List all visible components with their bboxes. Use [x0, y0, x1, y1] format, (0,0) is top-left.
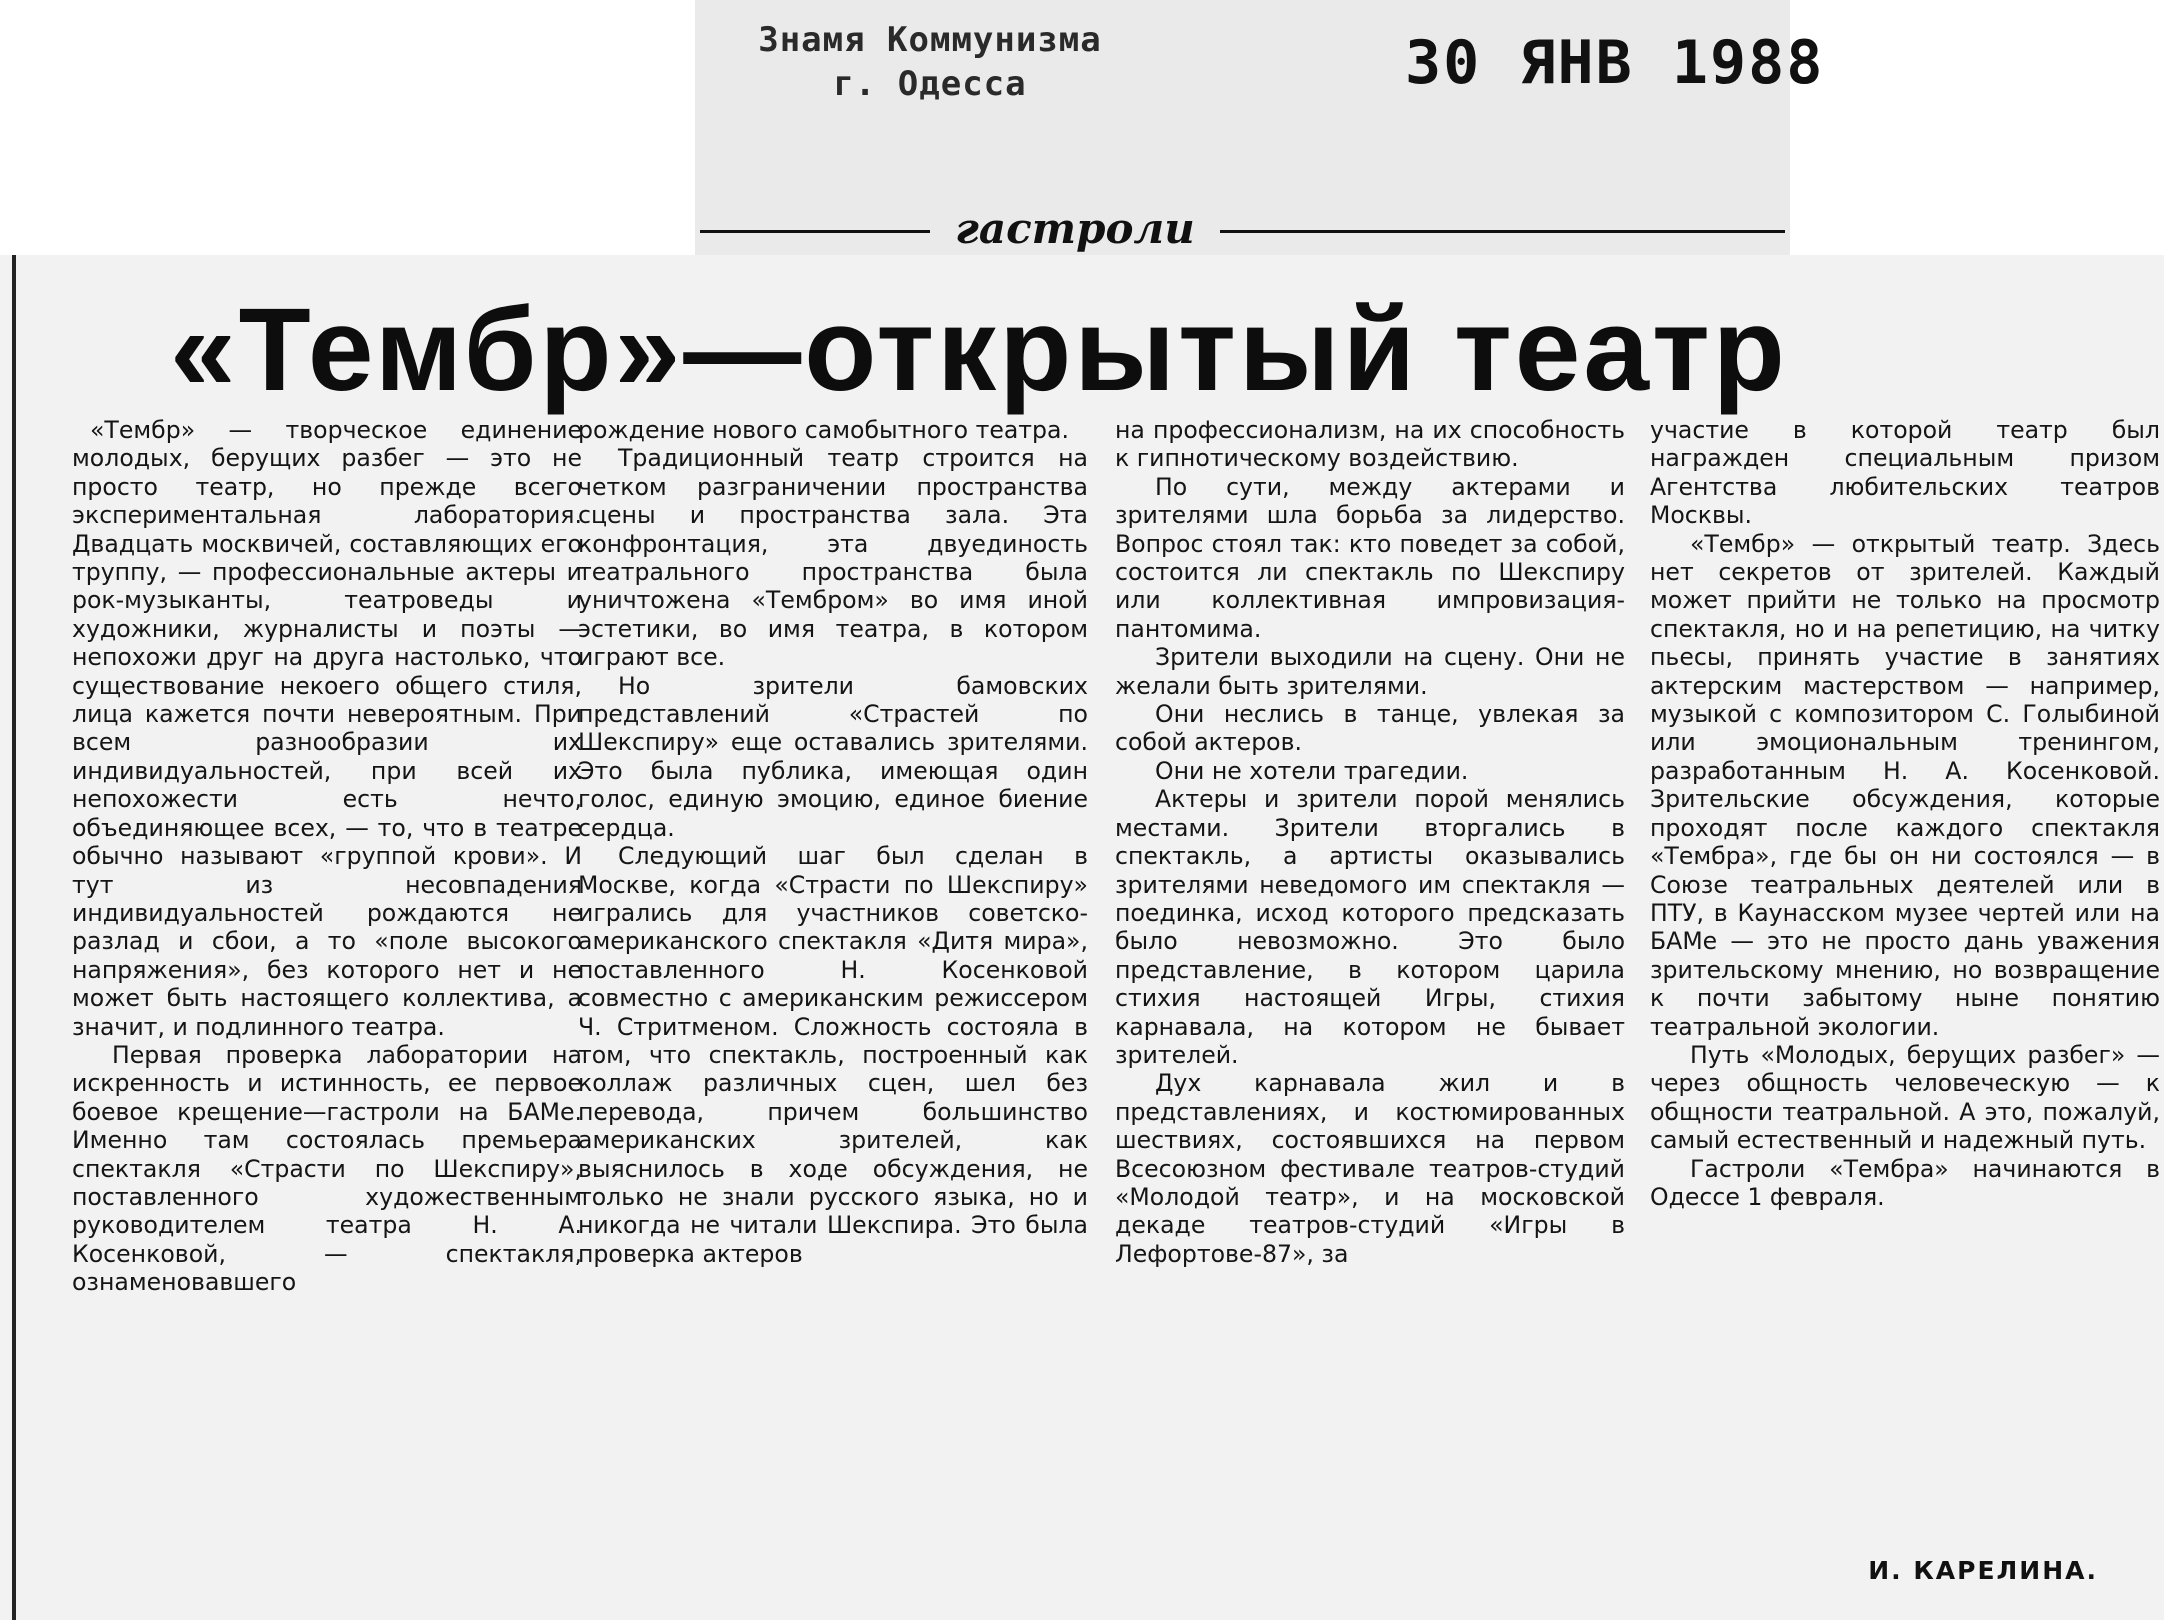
article-column-2 [578, 416, 1088, 1268]
paragraph: Традиционный театр строится на четком разграничении пространства сцены и пространства зала. Эта конфронтация, эта двуединость театрального пространства была уничтожена «Тембром» во имя иной эстетики, во имя театра, в котором играют все. [578, 444, 1088, 672]
paragraph: Путь «Молодых, берущих разбег» — через общность человеческую — к общности театральной. А это, пожалуй, самый естественный и надежный путь. [1650, 1040, 2160, 1155]
newspaper-stamp [700, 18, 1160, 106]
paragraph: на профессионализм, на их способность к гипнотическому воздействию. [1115, 416, 1625, 473]
paragraph: Дух карнавала жил и в представлениях, и костюмированных шествиях, состоявшихся на первом Всесоюзном фестивале театров-студий «Молодой театр», и на московской декаде театров-студий «Игры в Лефортове-87», за [1115, 1069, 1625, 1268]
article-column-3 [1115, 416, 1625, 1268]
clipping-edge [12, 255, 16, 1620]
rubric-rule-right [1220, 230, 1785, 233]
paragraph: Но зрители бамовских представлений «Страстей по Шекспиру» еще оставались зрителями. Это была публика, имеющая один голос, единую эмоцию, единое биение сердца. [578, 671, 1088, 842]
article-column-1 [72, 416, 582, 1297]
author-signature: И. КАРЕЛИНА. [1868, 1556, 2098, 1585]
rubric-rule-left [700, 230, 930, 233]
newspaper-name: Знамя Коммунизма [758, 20, 1102, 60]
paragraph: рождение нового самобытного театра. [578, 416, 1069, 444]
paragraph: Они не хотели трагедии. [1155, 756, 1469, 785]
date-stamp: 30 ЯНВ 1988 [1405, 28, 1825, 98]
paragraph: «Тембр» — творческое единение молодых, берущих разбег — это не просто театр, но прежде всего экспериментальная лаборатория. Двадцать москвичей, составляющих его труппу, — профессиональные актеры и рок-музыканты, театроведы и художники, журналисты и поэты — непохожи друг на друга настолько, что существование некоего общего стиля, лица кажется почти невероятным. При всем разнообразии их индивидуальностей, при всей их непохожести есть нечто, объединяющее всех, — то, что в театре обычно называют «группой крови». И тут из несовпадения индивидуальностей рождаются не разлад и сбои, а то «поле высокого напряжения», без которого нет и не может быть настоящего коллектива, а значит, и подлинного театра. [72, 416, 582, 1041]
paragraph: «Тембр» — открытый театр. Здесь нет секретов от зрителей. Каждый может прийти не только на просмотр спектакля, но и на репетицию, на читку пьесы, принять участие в занятиях актерским мастерством — например, музыкой с композитором С. Голыбиной или эмоциональным тренингом, разработанным Н. А. Косенковой. Зрительские обсуждения, которые проходят после каждого спектакля «Тембра», где бы он ни состоялся — в Союзе театральных деятелей или в ПТУ, в Каунасском музее чертей или на БАМе — это не просто дань уважения зрительскому мнению, но возвращение к почти забытому ныне понятию театральной экологии. [1650, 529, 2160, 1041]
paragraph: Первая проверка лаборатории на искренность и истинность, ее первое боевое крещение—гастроли на БАМе. Именно там состоялась премьера спектакля «Страсти по Шекспиру», поставленного художественным руководителем театра Н. А. Косенковой, — спектакля, ознаменовавшего [72, 1040, 582, 1297]
paragraph: Актеры и зрители порой менялись местами. Зрители вторгались в спектакль, а артисты оказывались зрителями неведомого им спектакля — поединка, исход которого предсказать было невозможно. Это было представление, в котором царила стихия настоящей Игры, стихия карнавала, на котором не бывает зрителей. [1115, 785, 1625, 1069]
paragraph: участие в которой театр был награжден специальным призом Агентства любительских театров Москвы. [1650, 416, 2160, 530]
paragraph: Зрители выходили на сцену. Они не желали быть зрителями. [1115, 643, 1625, 700]
article-column-4 [1650, 416, 2160, 1211]
paragraph: По сути, между актерами и зрителями шла борьба за лидерство. Вопрос стоял так: кто поведет за собой, состоится ли спектакль по Шекспиру или коллективная импровизация-пантомима. [1115, 472, 1625, 643]
newspaper-city: г. Одесса [833, 64, 1027, 104]
headline: «Тембр»—открытый театр [170, 284, 1788, 416]
paragraph: Гастроли «Тембра» начинаются в Одессе 1 февраля. [1650, 1154, 2160, 1211]
paragraph: Они неслись в танце, увлекая за собой актеров. [1115, 700, 1625, 757]
paragraph: Следующий шаг был сделан в Москве, когда «Страсти по Шекспиру» игрались для участников советско-американского спектакля «Дитя мира», поставленного Н. Косенковой совместно с американским режиссером Ч. Стритменом. Сложность состояла в том, что спектакль, построенный как коллаж различных сцен, шел без перевода, причем большинство американских зрителей, как выяснилось в ходе обсуждения, не только не знали русского языка, но и никогда не читали Шекспира. Это была проверка актеров [578, 842, 1088, 1268]
rubric: гастроли [955, 204, 1195, 253]
